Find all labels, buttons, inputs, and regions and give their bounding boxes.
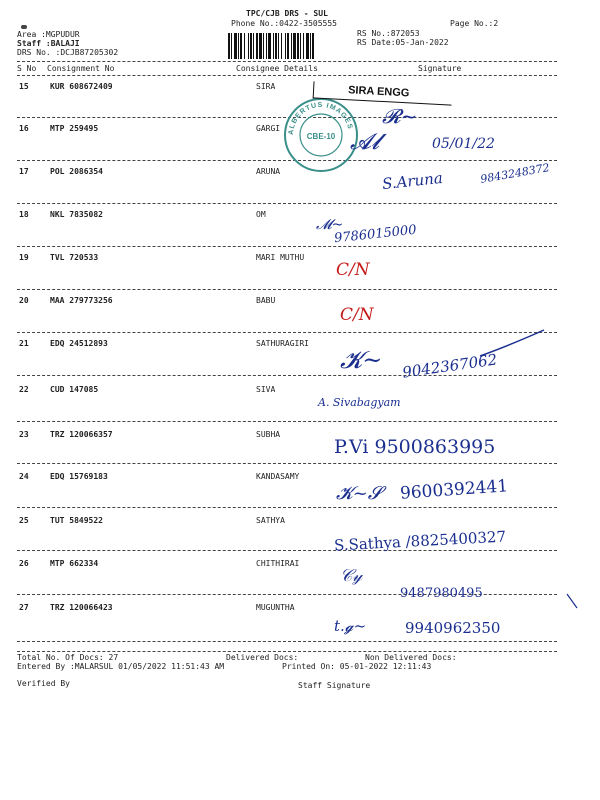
row-divider — [17, 421, 557, 422]
barcode — [228, 33, 350, 59]
signature-scribble: 𝓚~ — [340, 346, 383, 374]
row-divider — [17, 289, 557, 290]
report-title: TPC/CJB DRS - SUL — [246, 9, 328, 18]
handwritten-phone: 9786015000 — [333, 222, 418, 247]
total-docs: Total No. Of Docs: 27 — [17, 653, 119, 662]
signature-scribble: 𝓡~ — [382, 104, 418, 128]
table-row — [0, 430, 600, 472]
row-sno: 15 — [19, 82, 29, 91]
barcode-bar — [231, 33, 232, 59]
row-sno: 20 — [19, 296, 29, 305]
signature-scribble: 𝓜~ — [316, 217, 344, 233]
row-consignee-name: CHITHIRAI — [256, 559, 300, 568]
stamp-box-text: SIRA ENGG — [347, 84, 410, 100]
row-divider — [17, 203, 557, 204]
row-consignment-no: TUT 5849522 — [50, 516, 103, 525]
col-header-consignee: Consignee Details — [236, 64, 318, 73]
rs-number: RS No.:872053 — [357, 29, 420, 38]
divider — [17, 61, 557, 62]
signature-scribble: 𝓚~𝓢 — [336, 483, 382, 504]
table-row — [0, 603, 600, 645]
barcode-bar — [312, 33, 314, 59]
row-sno: 18 — [19, 210, 29, 219]
barcode-bar — [278, 33, 279, 59]
row-divider — [17, 332, 557, 333]
row-sno: 17 — [19, 167, 29, 176]
col-header-signature: Signature — [418, 64, 462, 73]
row-consignment-no: CUD 147085 — [50, 385, 99, 394]
barcode-bar — [238, 33, 239, 59]
handwritten-mark: C/N — [340, 305, 374, 325]
row-sno: 24 — [19, 472, 29, 481]
table-row — [0, 516, 600, 558]
row-consignee-name: SIVA — [256, 385, 276, 394]
row-consignment-no: MTP 259495 — [50, 124, 99, 133]
row-consignee-name: SIRA — [256, 82, 276, 91]
row-consignment-no: TRZ 120066357 — [50, 430, 113, 439]
handwritten-text: P.Vi 9500863995 — [334, 436, 496, 458]
signature-stroke — [478, 328, 548, 358]
row-consignment-no: EDQ 15769183 — [50, 472, 108, 481]
barcode-bar — [300, 33, 301, 59]
row-consignee-name: OM — [256, 210, 266, 219]
barcode-bar — [253, 33, 254, 59]
area-label: Area :MGPUDUR — [17, 30, 80, 39]
barcode-bar — [310, 33, 311, 59]
signature-scribble: 𝓐𝓵 — [350, 130, 380, 155]
col-header-sno: S No — [17, 64, 37, 73]
row-sno: 22 — [19, 385, 29, 394]
row-consignment-no: TVL 720533 — [50, 253, 99, 262]
row-sno: 21 — [19, 339, 29, 348]
barcode-bar — [234, 33, 237, 59]
barcode-bar — [266, 33, 267, 59]
row-consignee-name: ARUNA — [256, 167, 281, 176]
company-stamp — [282, 96, 360, 174]
page-number: Page No.:2 — [450, 19, 499, 28]
barcode-bar — [228, 33, 230, 59]
row-consignee-name: SATHYA — [256, 516, 285, 525]
row-consignee-name: GARGI — [256, 124, 281, 133]
barcode-bar — [297, 33, 299, 59]
printed-on: Printed On: 05-01-2022 12:11:43 — [282, 662, 432, 671]
row-consignment-no: MTP 662334 — [50, 559, 99, 568]
entered-by: Entered By :MALARSUL 01/05/2022 11:51:43 AM — [17, 662, 225, 671]
row-divider — [17, 375, 557, 376]
barcode-bar — [273, 33, 274, 59]
handwritten-phone: 9600392441 — [399, 476, 509, 504]
row-consignment-no: MAA 279773256 — [50, 296, 113, 305]
row-consignee-name: KANDASAMY — [256, 472, 300, 481]
row-consignment-no: POL 2086354 — [50, 167, 103, 176]
printer-mark-icon — [21, 25, 27, 29]
divider — [17, 651, 557, 652]
row-sno: 27 — [19, 603, 29, 612]
stamp-center-text: CBE-10 — [306, 132, 336, 141]
row-consignee-name: MUGUNTHA — [256, 603, 295, 612]
row-sno: 19 — [19, 253, 29, 262]
barcode-bar — [250, 33, 252, 59]
barcode-bar — [263, 33, 264, 59]
handwritten-phone: 9042367062 — [401, 350, 499, 382]
staff-signature: Staff Signature — [298, 681, 371, 690]
row-sno: 16 — [19, 124, 29, 133]
barcode-bar — [244, 33, 245, 59]
barcode-bar — [287, 33, 289, 59]
barcode-bar — [306, 33, 309, 59]
barcode-bar — [275, 33, 277, 59]
row-divider — [17, 463, 557, 464]
barcode-bar — [281, 33, 282, 59]
row-consignment-no: NKL 7835082 — [50, 210, 103, 219]
row-consignment-no: KUR 608672409 — [50, 82, 113, 91]
non-delivered-docs: Non Delivered Docs: — [365, 653, 457, 662]
barcode-bar — [268, 33, 271, 59]
barcode-bar — [291, 33, 292, 59]
row-consignment-no: EDQ 24512893 — [50, 339, 108, 348]
barcode-bar — [303, 33, 304, 59]
rs-date: RS Date:05-Jan-2022 — [357, 38, 449, 47]
delivered-docs: Delivered Docs: — [226, 653, 299, 662]
barcode-bar — [248, 33, 249, 59]
handwritten-name: A. Sivabagyam — [318, 396, 401, 409]
handwritten-phone: 9940962350 — [405, 619, 501, 637]
staff-label: Staff :BALAJI — [17, 39, 80, 48]
phone-number: Phone No.:0422-3505555 — [231, 19, 337, 28]
drs-number: DRS No. :DCJB87205302 — [17, 48, 119, 57]
barcode-bar — [285, 33, 286, 59]
col-header-consignment: Consignment No — [47, 64, 115, 73]
barcode-bar — [259, 33, 262, 59]
row-consignee-name: SATHURAGIRI — [256, 339, 309, 348]
handwritten-phone: 9843248372 — [479, 161, 551, 186]
row-divider — [17, 507, 557, 508]
handwritten-text: S.Sathya /8825400327 — [333, 527, 507, 555]
row-sno: 23 — [19, 430, 29, 439]
row-consignee-name: SUBHA — [256, 430, 281, 439]
row-divider — [17, 550, 557, 551]
barcode-bar — [256, 33, 258, 59]
row-consignee-name: BABU — [256, 296, 276, 305]
handwritten-date: 05/01/22 — [432, 136, 495, 152]
stamp-ring-text: ALBERTUS IMAGES — [287, 101, 354, 136]
row-sno: 26 — [19, 559, 29, 568]
signature-scribble: 𝒞𝓎 — [340, 566, 363, 586]
verified-by: Verified By — [17, 679, 70, 688]
barcode-bar — [293, 33, 296, 59]
signature-scribble: S.Aruna — [381, 168, 444, 194]
handwritten-phone: 9487980495 — [400, 586, 483, 601]
barcode-bar — [240, 33, 242, 59]
row-sno: 25 — [19, 516, 29, 525]
row-consignee-name: MARI MUTHU — [256, 253, 305, 262]
handwritten-mark: C/N — [336, 260, 370, 280]
signature-scribble: t.𝓰~ — [334, 617, 367, 635]
row-divider — [17, 641, 557, 642]
row-consignment-no: TRZ 120066423 — [50, 603, 113, 612]
divider — [17, 75, 557, 76]
row-divider — [17, 246, 557, 247]
pen-mark — [565, 592, 579, 610]
